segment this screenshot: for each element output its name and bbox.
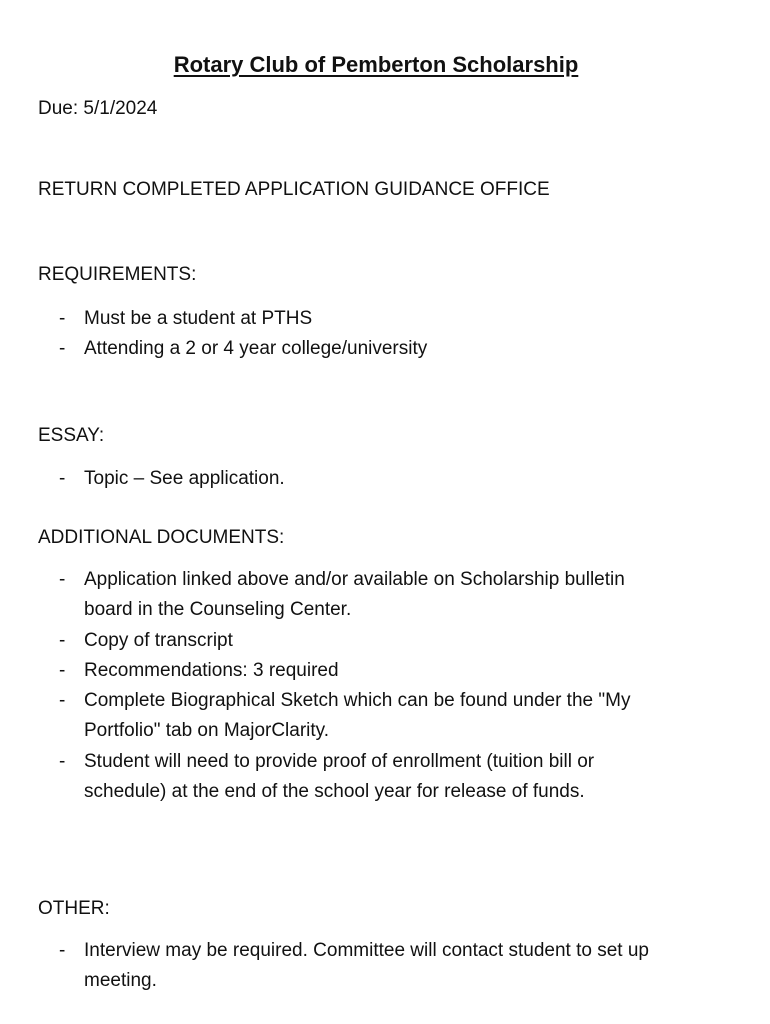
list-item: [38, 334, 678, 364]
bullet-dash: -: [59, 690, 66, 712]
essay-text: Topic – See application.: [84, 468, 285, 489]
other-heading: OTHER:: [38, 898, 110, 919]
bullet-dash: -: [59, 659, 66, 681]
document-item-text: Recommendations: 3 required: [84, 659, 339, 681]
other-list: [38, 936, 678, 997]
list-item: [38, 464, 678, 494]
essay-list: [38, 464, 678, 494]
bullet-dash: -: [59, 750, 66, 772]
list-item: [38, 686, 678, 747]
bullet-dash: -: [59, 629, 66, 651]
document-item-text: Student will need to provide proof of enrollment (tuition bill or schedule) at the end of the school year for release of funds.: [84, 750, 595, 803]
list-item: [38, 304, 678, 334]
document-item-text: Copy of transcript: [84, 629, 233, 651]
document-item-text: Application linked above and/or available on Scholarship bulletin board in the Counseling Center.: [84, 569, 625, 621]
other-item-text: Interview may be required. Committee will contact student to set up meeting.: [84, 940, 649, 992]
list-item: [38, 747, 678, 808]
list-item: [38, 565, 678, 626]
bullet-dash: -: [59, 468, 66, 489]
bullet-dash: -: [59, 308, 66, 329]
bullet-dash: -: [59, 569, 66, 590]
list-item: [38, 656, 678, 686]
due-date: Due: 5/1/2024: [38, 98, 158, 119]
bullet-dash: -: [59, 338, 66, 360]
list-item: [38, 626, 678, 656]
requirement-text: Attending a 2 or 4 year college/university: [84, 338, 428, 360]
essay-heading: ESSAY:: [38, 425, 105, 446]
requirement-text: Must be a student at PTHS: [84, 308, 313, 329]
additional-documents-list: [38, 565, 678, 807]
document-title: Rotary Club of Pemberton Scholarship: [173, 52, 579, 77]
requirements-heading: REQUIREMENTS:: [38, 264, 197, 285]
list-item: [38, 936, 678, 997]
return-instruction: RETURN COMPLETED APPLICATION GUIDANCE OFFICE: [38, 179, 550, 200]
document-item-text: Complete Biographical Sketch which can be found under the "My Portfolio" tab on MajorClarity.: [84, 690, 631, 742]
bullet-dash: -: [59, 940, 66, 961]
additional-documents-heading: ADDITIONAL DOCUMENTS:: [38, 527, 285, 548]
requirements-list: [38, 304, 678, 365]
